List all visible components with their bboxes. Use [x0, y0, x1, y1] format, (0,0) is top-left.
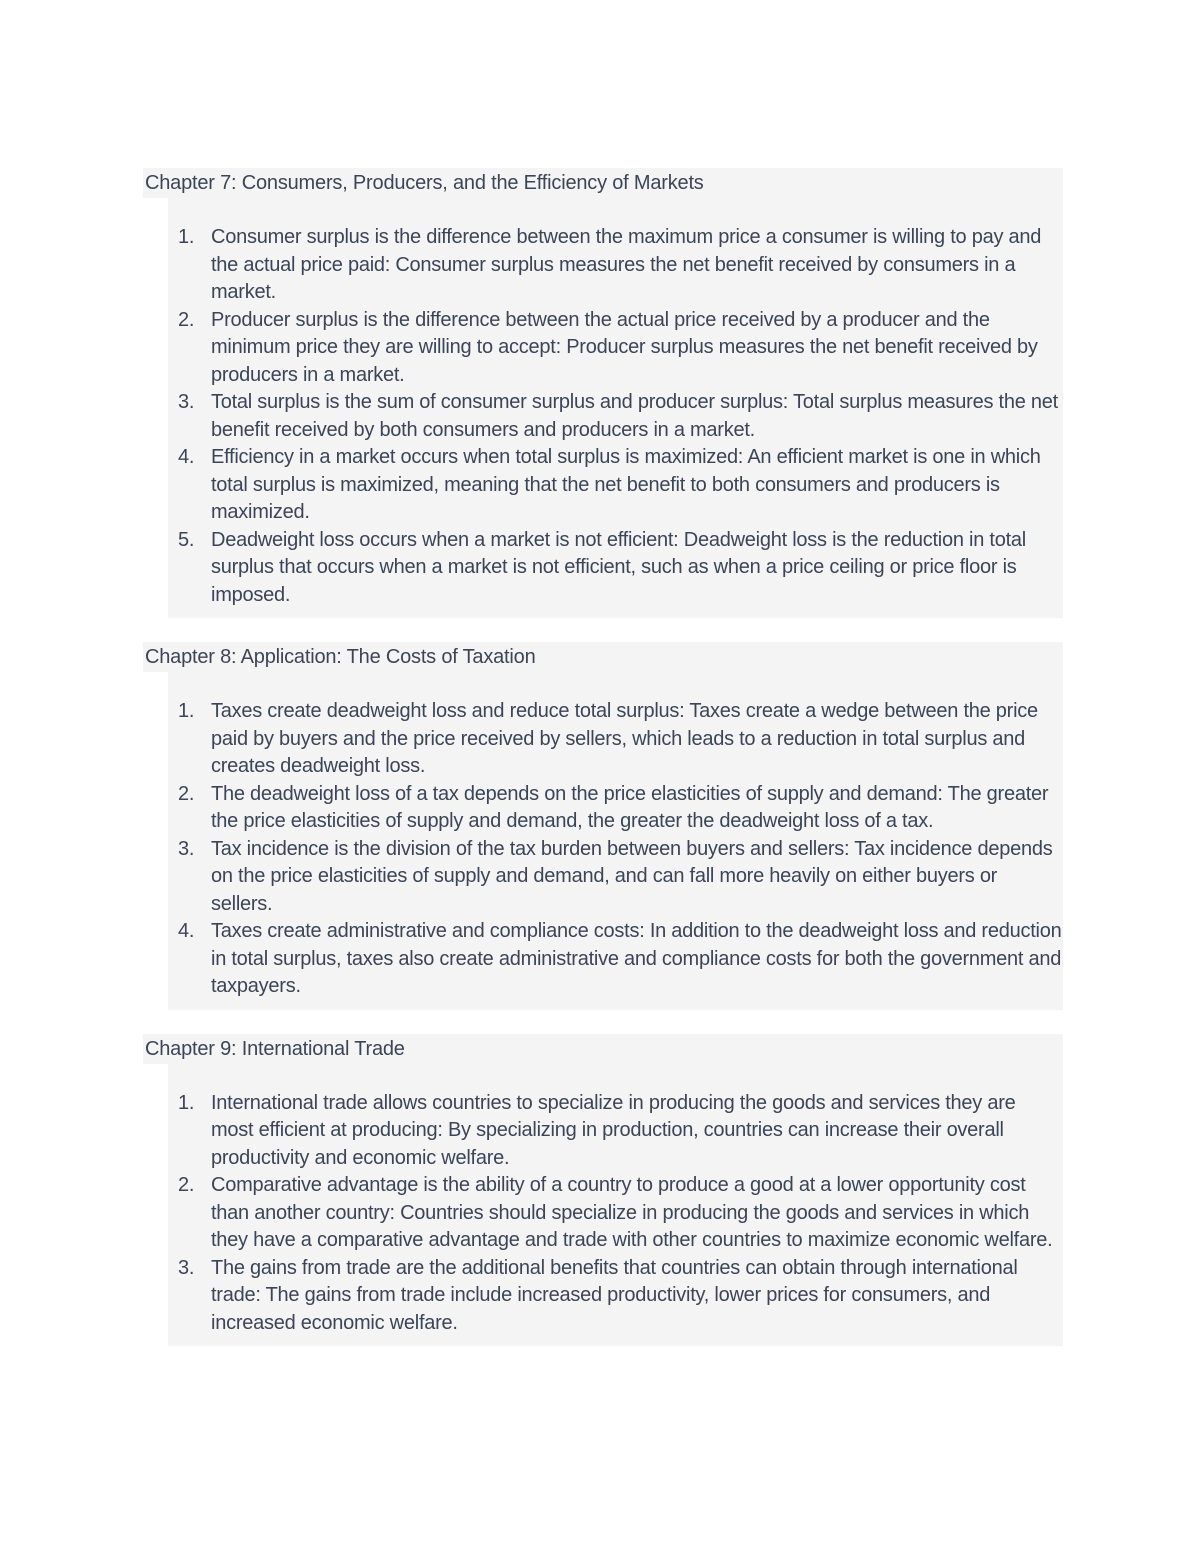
list-item — [168, 1090, 1063, 1173]
chapter-7-list — [168, 198, 1063, 618]
list-item — [168, 224, 1063, 307]
list-item — [168, 1255, 1063, 1338]
list-item-text: Taxes create administrative and compliance costs: In addition to the deadweight loss and reduction in total surplus, taxes also create administrative and compliance costs for both the government and taxpayers. — [211, 920, 1062, 997]
list-item-text: The gains from trade are the additional benefits that countries can obtain through international trade: The gains from trade include increased productivity, lower prices for consumers, and increased economic welfare. — [211, 1256, 1018, 1334]
list-item — [168, 307, 1063, 390]
list-item-text: Tax incidence is the division of the tax burden between buyers and sellers: Tax incidence depends on the price elasticities of supply and demand, and can fall more heavily on either buyers or sellers. — [211, 837, 1053, 915]
list-item-text: Total surplus is the sum of consumer surplus and producer surplus: Total surplus measures the net benefit received by both consumers and producers in a market. — [211, 391, 1058, 441]
list-item — [168, 389, 1063, 444]
chapter-9-list — [168, 1064, 1063, 1347]
list-item — [168, 698, 1063, 781]
list-item-text: Taxes create deadweight loss and reduce total surplus: Taxes create a wedge between the price paid by buyers and the price received by sellers, which leads to a reduction in total surplus and creates deadweight loss. — [211, 700, 1038, 777]
list-item — [168, 444, 1063, 527]
list-item-text: The deadweight loss of a tax depends on the price elasticities of supply and demand: The greater the price elasticities of supply and demand, the greater the deadweight loss of a tax. — [211, 782, 1049, 832]
chapter-7-section — [0, 168, 1200, 618]
list-item-text: International trade allows countries to specialize in producing the goods and services they are most efficient at producing: By specializing in production, countries can increase their overall productivity and economic welfare. — [211, 1091, 1016, 1169]
chapter-8-section — [0, 642, 1200, 1010]
chapter-9-section — [0, 1034, 1200, 1347]
list-item — [168, 836, 1063, 919]
list-item — [168, 781, 1063, 836]
list-item-text: Deadweight loss occurs when a market is not efficient: Deadweight loss is the reduction in total surplus that occurs when a market is not efficient, such as when a price ceiling or price floor is imposed. — [211, 528, 1026, 606]
chapter-8-list — [168, 672, 1063, 1010]
chapter-9-heading: Chapter 9: International Trade — [143, 1034, 1063, 1064]
list-item — [168, 527, 1063, 610]
chapter-8-heading: Chapter 8: Application: The Costs of Taxation — [143, 642, 1063, 672]
chapter-7-heading: Chapter 7: Consumers, Producers, and the Efficiency of Markets — [143, 168, 1063, 198]
list-item — [168, 1172, 1063, 1255]
list-item — [168, 918, 1063, 1001]
list-item-text: Comparative advantage is the ability of a country to produce a good at a lower opportunity cost than another country: Countries should specialize in producing the goods and services in which they have a comparative advantage and trade with other countries to maximize economic welfare. — [211, 1174, 1053, 1251]
list-item-text: Consumer surplus is the difference between the maximum price a consumer is willing to pay and the actual price paid: Consumer surplus measures the net benefit received by consumers in a market. — [211, 226, 1042, 303]
list-item-text: Producer surplus is the difference between the actual price received by a producer and the minimum price they are willing to accept: Producer surplus measures the net benefit received by producers in a market. — [211, 308, 1038, 386]
list-item-text: Efficiency in a market occurs when total surplus is maximized: An efficient market is one in which total surplus is maximized, meaning that the net benefit to both consumers and producers is maximized. — [211, 446, 1041, 523]
